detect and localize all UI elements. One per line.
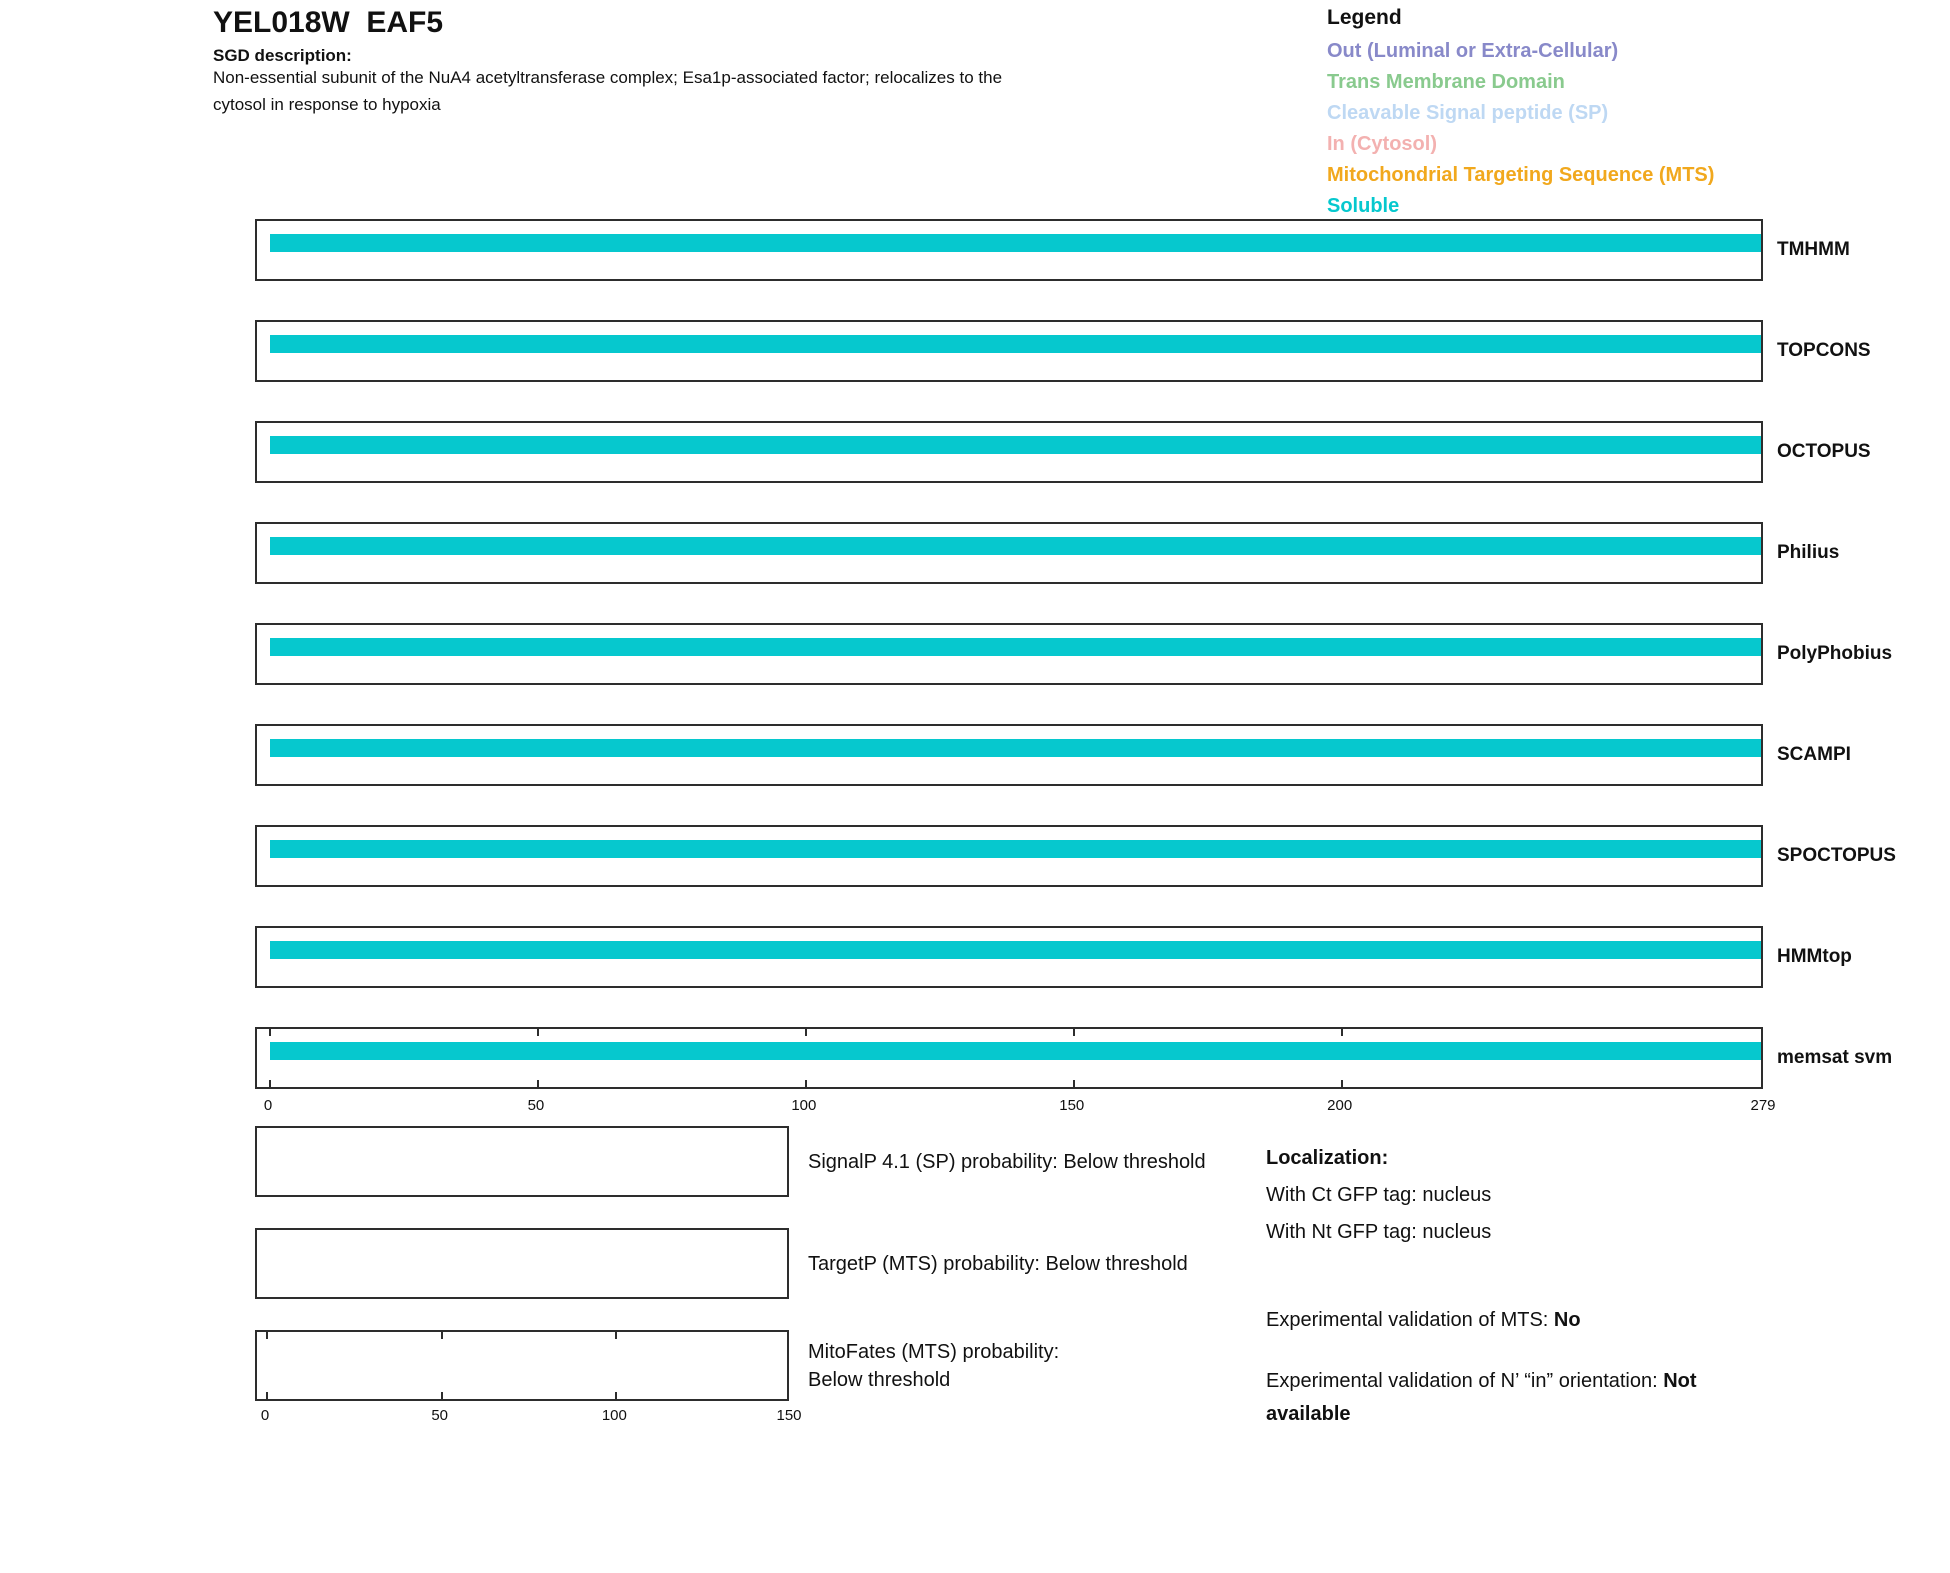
track-box [255,825,1763,887]
axis-tick-label: 0 [263,1097,273,1114]
legend-entries [1327,36,1714,222]
tick-mark [266,1332,268,1339]
soluble-span-bar [270,335,1763,353]
tick-mark [269,1080,271,1087]
tick-mark [441,1392,443,1399]
sgd-description-label: SGD description: [213,46,352,65]
track-row-tmhmm [255,219,1850,281]
orientation-validation-label: Experimental validation of N’ “in” orientation: [1266,1370,1664,1392]
track-label: SPOCTOPUS [1777,845,1896,866]
soluble-span-bar [270,739,1763,757]
tick-mark [537,1080,539,1087]
legend [1327,6,1714,222]
track-box [255,522,1763,584]
tick-mark [805,1080,807,1087]
track-label: memsat svm [1777,1047,1893,1068]
tick-mark [1073,1029,1075,1036]
soluble-span-bar [270,1042,1763,1060]
tick-mark [537,1029,539,1036]
tick-mark [805,1029,807,1036]
track-row-hmmtop [255,926,1852,988]
axis-tick-label: 0 [260,1407,270,1424]
tick-mark [441,1332,443,1339]
legend-entry-1: Trans Membrane Domain [1327,71,1565,93]
axis-tick-label: 200 [1327,1097,1353,1114]
page-title: YEL018W EAF5 [213,6,444,39]
track-label: Philius [1777,542,1840,563]
orientation-validation-line [1266,1365,1728,1431]
soluble-span-bar [270,941,1763,959]
track-box [255,1027,1763,1089]
track-box [255,320,1763,382]
track-box [255,724,1763,786]
tick-mark [269,1029,271,1036]
axis-tick-label: 50 [527,1097,545,1114]
track-label: PolyPhobius [1777,643,1893,664]
track-row-philius [255,522,1840,584]
soluble-span-bar [270,234,1763,252]
legend-entry-3: In (Cytosol) [1327,133,1437,155]
axis-tick-label: 150 [1059,1097,1085,1114]
axis-tick-label: 50 [431,1407,448,1424]
localization-nt-line: With Nt GFP tag: nucleus [1266,1221,1492,1243]
track-row-scampi [255,724,1851,786]
localization-title: Localization: [1266,1147,1389,1169]
track-box [255,926,1763,988]
axis-tick-label: 150 [776,1407,802,1424]
probability-label-2: MitoFates (MTS) probability: Below threshold [808,1340,1060,1391]
soluble-span-bar [270,840,1763,858]
axis-tick-label: 100 [791,1097,817,1114]
tick-mark [1341,1080,1343,1087]
mts-validation-line [1266,1304,1581,1337]
probability-label-1: TargetP (MTS) probability: Below threshold [808,1252,1188,1275]
axis-tick-label: 100 [601,1407,627,1424]
track-row-memsat-svm [255,1027,1893,1089]
tick-mark [266,1392,268,1399]
mts-validation-value: No [1553,1309,1581,1331]
soluble-span-bar [270,537,1763,555]
track-row-octopus [255,421,1871,483]
track-label: TOPCONS [1777,340,1871,361]
tick-mark [615,1332,617,1339]
track-box [255,219,1763,281]
track-row-spoctopus [255,825,1896,887]
track-box [255,421,1763,483]
legend-entry-5: Soluble [1327,195,1400,217]
legend-entry-0: Out (Luminal or Extra-Cellular) [1327,40,1619,62]
tick-mark [1341,1029,1343,1036]
probability-box-1 [255,1228,789,1299]
localization-ct-line: With Ct GFP tag: nucleus [1266,1184,1492,1206]
axis-tick-label: 279 [1750,1097,1776,1114]
track-label: SCAMPI [1777,744,1851,765]
track-row-polyphobius [255,623,1893,685]
tick-mark [1073,1080,1075,1087]
tick-mark [615,1392,617,1399]
soluble-span-bar [270,638,1763,656]
sgd-description-text: Non-essential subunit of the NuA4 acetyltransferase complex; Esa1p-associated factor; relocalizes to the cytosol in response to hypoxia [213,68,1003,114]
mts-validation-label: Experimental validation of MTS: [1266,1309,1554,1331]
track-label: TMHMM [1777,239,1850,260]
soluble-span-bar [270,436,1763,454]
legend-title: Legend [1327,6,1402,29]
legend-entry-2: Cleavable Signal peptide (SP) [1327,102,1609,124]
track-box [255,623,1763,685]
track-label: HMMtop [1777,946,1852,967]
probability-label-0: SignalP 4.1 (SP) probability: Below threshold [808,1150,1206,1173]
probability-box-0 [255,1126,789,1197]
track-row-topcons [255,320,1871,382]
track-label: OCTOPUS [1777,441,1871,462]
orientation-validation-value: Not available [1266,1370,1697,1425]
legend-entry-4: Mitochondrial Targeting Sequence (MTS) [1327,164,1715,186]
probability-box-2 [255,1330,789,1401]
